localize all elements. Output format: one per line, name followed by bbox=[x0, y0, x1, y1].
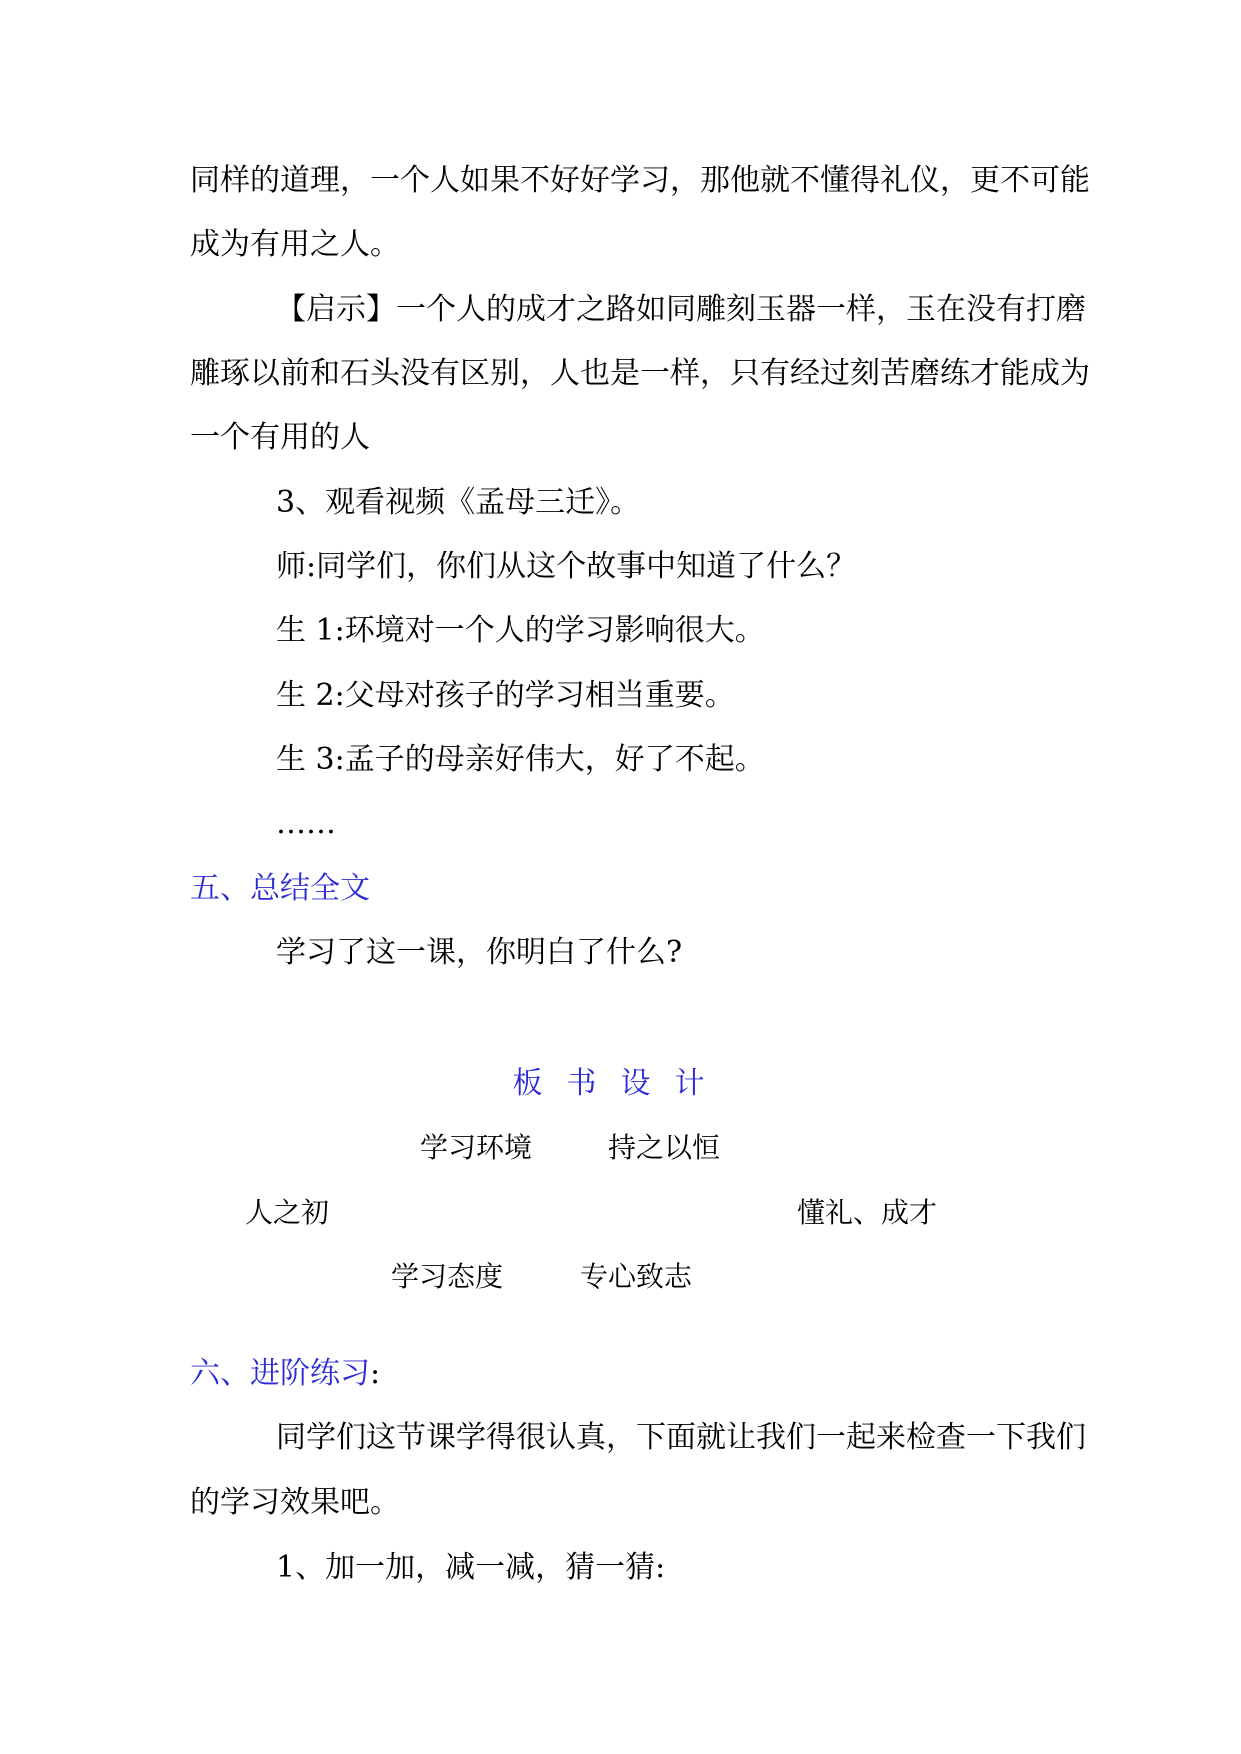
board-item: 专心致志 bbox=[580, 1260, 693, 1293]
paragraph-line: 的学习效果吧。 bbox=[190, 1485, 400, 1520]
insight-paragraph-line: 一个有用的人 bbox=[190, 420, 370, 455]
paragraph-line: 成为有用之人。 bbox=[190, 227, 400, 262]
exercise-item: 1、加一加，减一减，猜一猜: bbox=[276, 1550, 666, 1585]
dialogue-line: 生 3:孟子的母亲好伟大，好了不起。 bbox=[276, 742, 765, 777]
ellipsis: …… bbox=[276, 806, 336, 841]
dialogue-line: 师:同学们，你们从这个故事中知道了什么？ bbox=[276, 549, 857, 584]
board-item: 学习环境 bbox=[420, 1131, 533, 1164]
dialogue-line: 生 2:父母对孩子的学习相当重要。 bbox=[276, 678, 735, 713]
board-item: 学习态度 bbox=[391, 1260, 504, 1293]
section-heading: 五、总结全文 bbox=[190, 871, 370, 906]
section-heading: 六、进阶练习 bbox=[190, 1356, 370, 1391]
paragraph-line: 3、观看视频《孟母三迁》。 bbox=[276, 485, 641, 520]
section-heading-line bbox=[190, 1354, 380, 1394]
board-item: 人之初 bbox=[245, 1196, 330, 1229]
board-item: 持之以恒 bbox=[608, 1131, 721, 1164]
board-item: 懂礼、成才 bbox=[797, 1196, 938, 1229]
dialogue-line: 生 1:环境对一个人的学习影响很大。 bbox=[276, 613, 765, 648]
paragraph-line: 同样的道理，一个人如果不好好学习，那他就不懂得礼仪，更不可能 bbox=[190, 163, 1090, 198]
heading-colon: : bbox=[370, 1356, 381, 1391]
paragraph-line: 学习了这一课，你明白了什么? bbox=[276, 935, 683, 970]
paragraph-line: 同学们这节课学得很认真，下面就让我们一起来检查一下我们 bbox=[276, 1420, 1086, 1455]
insight-paragraph-line: 雕琢以前和石头没有区别，人也是一样，只有经过刻苦磨练才能成为 bbox=[190, 356, 1090, 391]
insight-paragraph-line: 【启示】一个人的成才之路如同雕刻玉器一样，玉在没有打磨 bbox=[276, 292, 1086, 327]
board-design-title: 板书设计 bbox=[512, 1066, 729, 1101]
